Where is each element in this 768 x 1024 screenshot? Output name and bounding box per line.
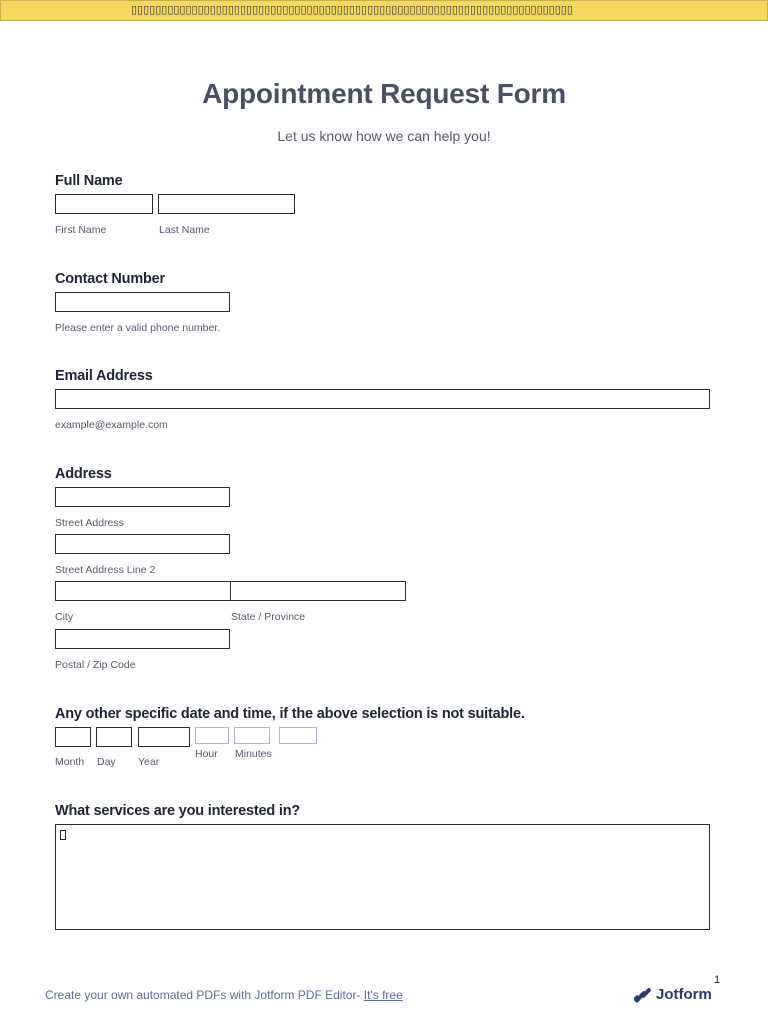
hour-input[interactable]	[196, 729, 228, 744]
month-field[interactable]	[55, 727, 91, 747]
day-sublabel: Day	[97, 756, 116, 768]
last-name-field[interactable]	[158, 194, 295, 214]
street-address-2-field[interactable]	[55, 534, 230, 554]
day-field[interactable]	[96, 727, 132, 747]
services-textarea[interactable]	[55, 824, 710, 930]
state-sublabel: State / Province	[231, 611, 306, 623]
month-input[interactable]	[56, 728, 90, 746]
minutes-sublabel: Minutes	[235, 748, 272, 760]
email-hint: example@example.com	[55, 419, 168, 431]
first-name-field[interactable]	[55, 194, 153, 214]
year-input[interactable]	[139, 728, 189, 746]
city-field[interactable]	[55, 581, 231, 601]
city-sublabel: City	[55, 611, 74, 623]
email-address-label: Email Address	[55, 368, 153, 384]
footer-link[interactable]: It's free	[363, 988, 403, 1002]
email-field[interactable]	[55, 389, 710, 409]
minutes-field[interactable]	[234, 727, 270, 744]
last-name-sublabel: Last Name	[159, 224, 210, 236]
contact-number-input[interactable]	[56, 293, 229, 311]
hour-sublabel: Hour	[195, 748, 218, 760]
ampm-input[interactable]	[280, 729, 316, 744]
top-banner: ▯▯▯▯▯▯▯▯▯▯▯▯▯▯▯▯▯▯▯▯▯▯▯▯▯▯▯▯▯▯▯▯▯▯▯▯▯▯▯▯▯▯▯▯▯▯▯▯▯▯▯▯▯▯▯▯▯▯▯▯▯▯▯▯▯▯▯▯▯▯▯▯▯	[0, 0, 768, 21]
minutes-input[interactable]	[235, 729, 269, 744]
contact-number-field[interactable]	[55, 292, 230, 312]
datetime-label: Any other specific date and time, if the above selection is not suitable.	[55, 706, 525, 722]
day-input[interactable]	[97, 728, 131, 746]
first-name-input[interactable]	[56, 195, 152, 213]
email-input[interactable]	[56, 390, 709, 408]
state-field[interactable]	[230, 581, 406, 601]
form-subtitle: Let us know how we can help you!	[277, 128, 491, 144]
postal-code-input[interactable]	[56, 630, 229, 648]
year-field[interactable]	[138, 727, 190, 747]
postal-code-sublabel: Postal / Zip Code	[55, 659, 136, 671]
address-label: Address	[55, 466, 112, 482]
full-name-label: Full Name	[55, 173, 123, 189]
footer-text: Create your own automated PDFs with Jotform PDF Editor-	[45, 988, 364, 1002]
logo-text: Jotform	[656, 986, 712, 1003]
footer-promo	[45, 988, 403, 1002]
street-address-2-sublabel: Street Address Line 2	[55, 564, 156, 576]
street-address-field[interactable]	[55, 487, 230, 507]
page-number: 1	[714, 974, 721, 986]
street-address-2-input[interactable]	[56, 535, 229, 553]
jotform-logo-icon	[634, 987, 651, 1003]
street-address-input[interactable]	[56, 488, 229, 506]
last-name-input[interactable]	[159, 195, 294, 213]
jotform-logo[interactable]	[634, 986, 712, 1003]
text-cursor-icon	[60, 830, 66, 840]
first-name-sublabel: First Name	[55, 224, 107, 236]
services-label: What services are you interested in?	[55, 803, 301, 819]
hour-field[interactable]	[195, 727, 229, 744]
contact-number-hint: Please enter a valid phone number.	[55, 322, 221, 334]
street-address-sublabel: Street Address	[55, 517, 124, 529]
month-sublabel: Month	[55, 756, 85, 768]
city-input[interactable]	[56, 582, 230, 600]
contact-number-label: Contact Number	[55, 271, 165, 287]
postal-code-field[interactable]	[55, 629, 230, 649]
form-title: Appointment Request Form	[202, 78, 566, 109]
ampm-field[interactable]	[279, 727, 317, 744]
year-sublabel: Year	[138, 756, 160, 768]
state-input[interactable]	[231, 582, 405, 600]
